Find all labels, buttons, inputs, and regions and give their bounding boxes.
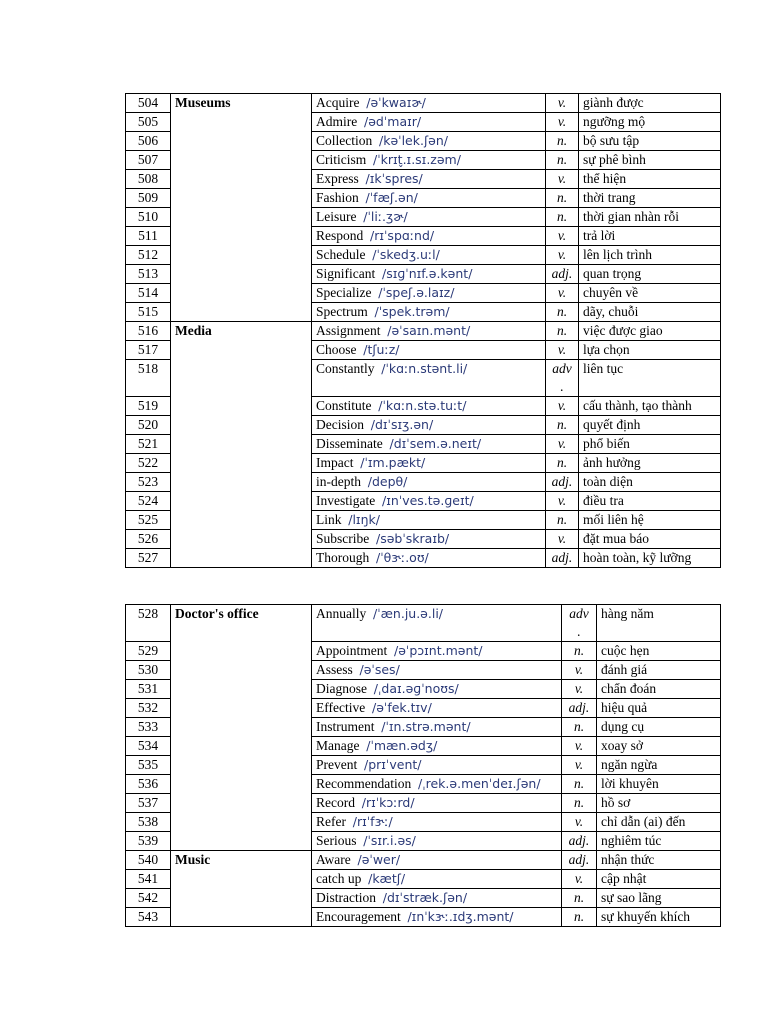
part-of-speech [562, 642, 597, 661]
ipa-transcription: /ədˈmaɪr/ [364, 114, 422, 129]
ipa-transcription: /rɪˈfɝː/ [352, 814, 393, 829]
part-of-speech [562, 908, 597, 927]
vocab-table-2 [125, 604, 721, 927]
pos-label: v. [574, 814, 584, 829]
ipa-transcription: /ˈmæn.ədʒ/ [366, 738, 438, 753]
entry-number: 518 [126, 360, 171, 397]
word-cell [312, 246, 546, 265]
ipa-transcription: /tʃuːz/ [363, 342, 400, 357]
ipa-transcription: /əˈpɔɪnt.mənt/ [394, 643, 483, 658]
word-cell [312, 870, 562, 889]
vietnamese-meaning: trả lời [579, 227, 721, 246]
headword: Serious [316, 833, 357, 848]
headword: Encouragement [316, 909, 401, 924]
entry-number: 542 [126, 889, 171, 908]
ipa-transcription: /ˈæn.ju.ə.li/ [373, 606, 444, 621]
headword: Distraction [316, 890, 376, 905]
headword: Acquire [316, 95, 360, 110]
word-cell [312, 813, 562, 832]
part-of-speech [546, 416, 579, 435]
headword: Assignment [316, 323, 381, 338]
headword: Annually [316, 606, 367, 621]
pos-label: v. [557, 114, 567, 129]
word-cell [312, 397, 546, 416]
vietnamese-meaning: bộ sưu tập [579, 132, 721, 151]
entry-number: 521 [126, 435, 171, 454]
word-cell [312, 699, 562, 718]
headword: Thorough [316, 550, 370, 565]
headword: Instrument [316, 719, 375, 734]
part-of-speech [546, 227, 579, 246]
entry-number: 531 [126, 680, 171, 699]
part-of-speech [546, 511, 579, 530]
vietnamese-meaning: phổ biến [579, 435, 721, 454]
entry-number: 538 [126, 813, 171, 832]
vietnamese-meaning: ảnh hưởng [579, 454, 721, 473]
headword: Fashion [316, 190, 359, 205]
part-of-speech [546, 151, 579, 170]
headword: Respond [316, 228, 364, 243]
pos-label: n. [573, 890, 585, 905]
headword: Choose [316, 342, 357, 357]
word-cell [312, 435, 546, 454]
entry-number: 529 [126, 642, 171, 661]
headword: Link [316, 512, 342, 527]
ipa-transcription: /ˈkɑːn.stə.tuːt/ [378, 398, 467, 413]
pos-label: adj. [551, 266, 573, 281]
ipa-transcription: /rɪˈspɑːnd/ [370, 228, 435, 243]
vocab-table-2-body [126, 605, 721, 927]
ipa-transcription: /ˈθɝː.oʊ/ [376, 550, 429, 565]
pos-label: v. [557, 493, 567, 508]
topic-label: Music [171, 851, 312, 927]
pos-label: v. [557, 228, 567, 243]
pos-label: v. [557, 398, 567, 413]
vietnamese-meaning: giành được [579, 94, 721, 113]
entry-number: 540 [126, 851, 171, 870]
part-of-speech [546, 284, 579, 303]
ipa-transcription: /ˌdaɪ.əɡˈnoʊs/ [373, 681, 459, 696]
ipa-transcription: /ˈspek.trəm/ [374, 304, 450, 319]
ipa-transcription: /əˈwer/ [357, 852, 401, 867]
pos-label: n. [573, 776, 585, 791]
pos-label: adv [552, 361, 572, 376]
vietnamese-meaning: hàng năm [597, 605, 721, 642]
vietnamese-meaning: sự khuyến khích [597, 908, 721, 927]
word-cell [312, 549, 546, 568]
entry-number: 528 [126, 605, 171, 642]
headword: Constitute [316, 398, 372, 413]
part-of-speech [546, 170, 579, 189]
entry-number: 506 [126, 132, 171, 151]
vietnamese-meaning: thời trang [579, 189, 721, 208]
headword: Aware [316, 852, 351, 867]
ipa-transcription: /ɪkˈspres/ [365, 171, 423, 186]
vietnamese-meaning: lên lịch trình [579, 246, 721, 265]
entry-number: 524 [126, 492, 171, 511]
ipa-transcription: /sɪɡˈnɪf.ə.kənt/ [382, 266, 473, 281]
pos-label: v. [557, 95, 567, 110]
pos-label: adv [569, 606, 589, 621]
ipa-transcription: /ˈfæʃ.ən/ [365, 190, 418, 205]
vietnamese-meaning: ngăn ngừa [597, 756, 721, 775]
ipa-transcription: /ˈsɪr.i.əs/ [363, 833, 416, 848]
pos-label: v. [557, 436, 567, 451]
ipa-transcription: /lɪŋk/ [348, 512, 380, 527]
ipa-transcription: /ˌrek.ə.menˈdeɪ.ʃən/ [417, 776, 541, 791]
vietnamese-meaning: điều tra [579, 492, 721, 511]
part-of-speech [546, 549, 579, 568]
pos-label: adj. [551, 474, 573, 489]
word-cell [312, 737, 562, 756]
topic-label: Museums [171, 94, 312, 322]
pos-label: v. [557, 285, 567, 300]
headword: Appointment [316, 643, 388, 658]
vietnamese-meaning: việc được giao [579, 322, 721, 341]
ipa-transcription: /ˈkɑːn.stənt.li/ [381, 361, 468, 376]
word-cell [312, 170, 546, 189]
part-of-speech [546, 113, 579, 132]
headword: Refer [316, 814, 346, 829]
vietnamese-meaning: ngưỡng mộ [579, 113, 721, 132]
entry-number: 526 [126, 530, 171, 549]
part-of-speech [546, 265, 579, 284]
entry-number: 513 [126, 265, 171, 284]
entry-number: 539 [126, 832, 171, 851]
entry-number: 520 [126, 416, 171, 435]
entry-number: 516 [126, 322, 171, 341]
part-of-speech [546, 94, 579, 113]
word-cell [312, 756, 562, 775]
ipa-transcription: /əˈkwaɪɚ/ [366, 95, 426, 110]
vietnamese-meaning: cập nhật [597, 870, 721, 889]
word-cell [312, 454, 546, 473]
word-cell [312, 227, 546, 246]
pos-label: adj. [568, 833, 590, 848]
entry-number: 505 [126, 113, 171, 132]
part-of-speech [562, 832, 597, 851]
headword: Decision [316, 417, 364, 432]
vietnamese-meaning: hoàn toàn, kỹ lưỡng [579, 549, 721, 568]
entry-number: 527 [126, 549, 171, 568]
part-of-speech [562, 775, 597, 794]
headword: Recommendation [316, 776, 412, 791]
ipa-transcription: /kəˈlek.ʃən/ [379, 133, 448, 148]
part-of-speech [546, 454, 579, 473]
headword: Constantly [316, 361, 375, 376]
entry-number: 533 [126, 718, 171, 737]
vietnamese-meaning: chuyên về [579, 284, 721, 303]
headword: Subscribe [316, 531, 370, 546]
pos-label: adj. [568, 700, 590, 715]
pos-label: v. [574, 738, 584, 753]
vietnamese-meaning: dãy, chuỗi [579, 303, 721, 322]
vietnamese-meaning: nghiêm túc [597, 832, 721, 851]
part-of-speech [562, 851, 597, 870]
entry-number: 508 [126, 170, 171, 189]
headword: Manage [316, 738, 360, 753]
ipa-transcription: /depθ/ [367, 474, 408, 489]
entry-number: 535 [126, 756, 171, 775]
word-cell [312, 360, 546, 397]
word-cell [312, 530, 546, 549]
headword: Prevent [316, 757, 358, 772]
ipa-transcription: /dɪˈsem.ə.neɪt/ [389, 436, 482, 451]
pos-label: n. [556, 512, 568, 527]
pos-label: n. [573, 909, 585, 924]
word-cell [312, 851, 562, 870]
word-cell [312, 151, 546, 170]
ipa-transcription: /rɪˈkɔːrd/ [361, 795, 415, 810]
pos-label: n. [556, 190, 568, 205]
entry-number: 543 [126, 908, 171, 927]
part-of-speech [546, 473, 579, 492]
headword: Impact [316, 455, 354, 470]
entry-number: 541 [126, 870, 171, 889]
pos-label: n. [556, 152, 568, 167]
table-row [126, 851, 721, 870]
entry-number: 504 [126, 94, 171, 113]
entry-number: 507 [126, 151, 171, 170]
vocab-table-1-body [126, 94, 721, 568]
word-cell [312, 511, 546, 530]
vietnamese-meaning: sự sao lãng [597, 889, 721, 908]
part-of-speech [546, 341, 579, 360]
part-of-speech [546, 132, 579, 151]
part-of-speech [546, 397, 579, 416]
word-cell [312, 473, 546, 492]
word-cell [312, 284, 546, 303]
entry-number: 534 [126, 737, 171, 756]
vietnamese-meaning: chỉ dẫn (ai) đến [597, 813, 721, 832]
vietnamese-meaning: lựa chọn [579, 341, 721, 360]
entry-number: 532 [126, 699, 171, 718]
part-of-speech [562, 737, 597, 756]
entry-number: 510 [126, 208, 171, 227]
word-cell [312, 775, 562, 794]
part-of-speech [562, 699, 597, 718]
pos-label: adj. [568, 852, 590, 867]
vietnamese-meaning: thể hiện [579, 170, 721, 189]
vietnamese-meaning: chẩn đoán [597, 680, 721, 699]
vietnamese-meaning: hiệu quả [597, 699, 721, 718]
part-of-speech [562, 870, 597, 889]
part-of-speech [562, 794, 597, 813]
pos-label: n. [556, 133, 568, 148]
vietnamese-meaning: xoay sở [597, 737, 721, 756]
pos-label: v. [574, 681, 584, 696]
table-row [126, 94, 721, 113]
ipa-transcription: /ˈɪn.strə.mənt/ [381, 719, 471, 734]
entry-number: 515 [126, 303, 171, 322]
ipa-transcription: /kætʃ/ [368, 871, 406, 886]
part-of-speech [562, 605, 597, 642]
headword: Express [316, 171, 359, 186]
entry-number: 523 [126, 473, 171, 492]
vietnamese-meaning: hồ sơ [597, 794, 721, 813]
pos-label-continuation: . [577, 624, 581, 639]
ipa-transcription: /ˈkrɪt̬.ɪ.sɪ.zəm/ [373, 152, 461, 167]
vietnamese-meaning: dụng cụ [597, 718, 721, 737]
headword: Significant [316, 266, 376, 281]
ipa-transcription: /ˈɪm.pækt/ [360, 455, 426, 470]
entry-number: 511 [126, 227, 171, 246]
vietnamese-meaning: đánh giá [597, 661, 721, 680]
ipa-transcription: /dɪˈsɪʒ.ən/ [370, 417, 434, 432]
part-of-speech [562, 813, 597, 832]
entry-number: 530 [126, 661, 171, 680]
headword: Schedule [316, 247, 366, 262]
word-cell [312, 303, 546, 322]
headword: Spectrum [316, 304, 368, 319]
headword: Specialize [316, 285, 372, 300]
vocab-table-1 [125, 93, 721, 568]
pos-label: v. [574, 662, 584, 677]
word-cell [312, 113, 546, 132]
part-of-speech [562, 889, 597, 908]
ipa-transcription: /səbˈskraɪb/ [376, 531, 450, 546]
ipa-transcription: /ɪnˈkɝː.ɪdʒ.mənt/ [407, 909, 514, 924]
vietnamese-meaning: cấu thành, tạo thành [579, 397, 721, 416]
part-of-speech [546, 322, 579, 341]
word-cell [312, 189, 546, 208]
word-cell [312, 94, 546, 113]
ipa-transcription: /dɪˈstræk.ʃən/ [382, 890, 468, 905]
pos-label: adj. [551, 550, 573, 565]
word-cell [312, 322, 546, 341]
pos-label: n. [556, 323, 568, 338]
pos-label: v. [557, 531, 567, 546]
entry-number: 517 [126, 341, 171, 360]
pos-label: v. [557, 171, 567, 186]
word-cell [312, 718, 562, 737]
word-cell [312, 132, 546, 151]
ipa-transcription: /ˈspeʃ.ə.laɪz/ [378, 285, 455, 300]
pos-label: v. [557, 247, 567, 262]
vietnamese-meaning: lời khuyên [597, 775, 721, 794]
vietnamese-meaning: quyết định [579, 416, 721, 435]
topic-label: Media [171, 322, 312, 568]
word-cell [312, 208, 546, 227]
ipa-transcription: /prɪˈvent/ [364, 757, 422, 772]
vietnamese-meaning: thời gian nhàn rỗi [579, 208, 721, 227]
ipa-transcription: /ˈskedʒ.uːl/ [372, 247, 440, 262]
vietnamese-meaning: cuộc hẹn [597, 642, 721, 661]
word-cell [312, 265, 546, 284]
part-of-speech [562, 756, 597, 775]
part-of-speech [562, 661, 597, 680]
pos-label: v. [557, 342, 567, 357]
headword: Collection [316, 133, 373, 148]
topic-label: Doctor's office [171, 605, 312, 851]
entry-number: 512 [126, 246, 171, 265]
part-of-speech [546, 303, 579, 322]
pos-label: n. [556, 417, 568, 432]
part-of-speech [546, 530, 579, 549]
table-row [126, 605, 721, 642]
headword: Assess [316, 662, 353, 677]
vietnamese-meaning: quan trọng [579, 265, 721, 284]
word-cell [312, 642, 562, 661]
headword: Record [316, 795, 355, 810]
part-of-speech [546, 189, 579, 208]
word-cell [312, 341, 546, 360]
headword: in-depth [316, 474, 361, 489]
headword: Criticism [316, 152, 367, 167]
entry-number: 514 [126, 284, 171, 303]
entry-number: 522 [126, 454, 171, 473]
word-cell [312, 832, 562, 851]
word-cell [312, 605, 562, 642]
word-cell [312, 680, 562, 699]
pos-label: v. [574, 757, 584, 772]
vietnamese-meaning: mối liên hệ [579, 511, 721, 530]
vietnamese-meaning: đặt mua báo [579, 530, 721, 549]
vietnamese-meaning: nhận thức [597, 851, 721, 870]
word-cell [312, 908, 562, 927]
part-of-speech [546, 435, 579, 454]
entry-number: 509 [126, 189, 171, 208]
headword: Disseminate [316, 436, 383, 451]
part-of-speech [546, 246, 579, 265]
part-of-speech [546, 492, 579, 511]
pos-label: n. [573, 719, 585, 734]
vietnamese-meaning: sự phê bình [579, 151, 721, 170]
headword: Leisure [316, 209, 357, 224]
ipa-transcription: /əˈses/ [359, 662, 400, 677]
vietnamese-meaning: toàn diện [579, 473, 721, 492]
headword: catch up [316, 871, 362, 886]
part-of-speech [546, 208, 579, 227]
pos-label: n. [556, 455, 568, 470]
entry-number: 537 [126, 794, 171, 813]
part-of-speech [546, 360, 579, 397]
part-of-speech [562, 718, 597, 737]
table-row [126, 322, 721, 341]
headword: Diagnose [316, 681, 367, 696]
pos-label: n. [573, 795, 585, 810]
part-of-speech [562, 680, 597, 699]
word-cell [312, 794, 562, 813]
headword: Investigate [316, 493, 376, 508]
word-cell [312, 661, 562, 680]
pos-label: n. [556, 304, 568, 319]
ipa-transcription: /ˈliː.ʒɚ/ [363, 209, 408, 224]
word-cell [312, 492, 546, 511]
entry-number: 525 [126, 511, 171, 530]
ipa-transcription: /ɪnˈves.tə.ɡeɪt/ [381, 493, 474, 508]
vietnamese-meaning: liên tục [579, 360, 721, 397]
ipa-transcription: /əˈfek.tɪv/ [371, 700, 432, 715]
ipa-transcription: /əˈsaɪn.mənt/ [387, 323, 471, 338]
headword: Admire [316, 114, 358, 129]
word-cell [312, 416, 546, 435]
entry-number: 519 [126, 397, 171, 416]
word-cell [312, 889, 562, 908]
entry-number: 536 [126, 775, 171, 794]
pos-label: v. [574, 871, 584, 886]
pos-label: n. [556, 209, 568, 224]
headword: Effective [316, 700, 366, 715]
pos-label-continuation: . [560, 379, 564, 394]
pos-label: n. [573, 643, 585, 658]
